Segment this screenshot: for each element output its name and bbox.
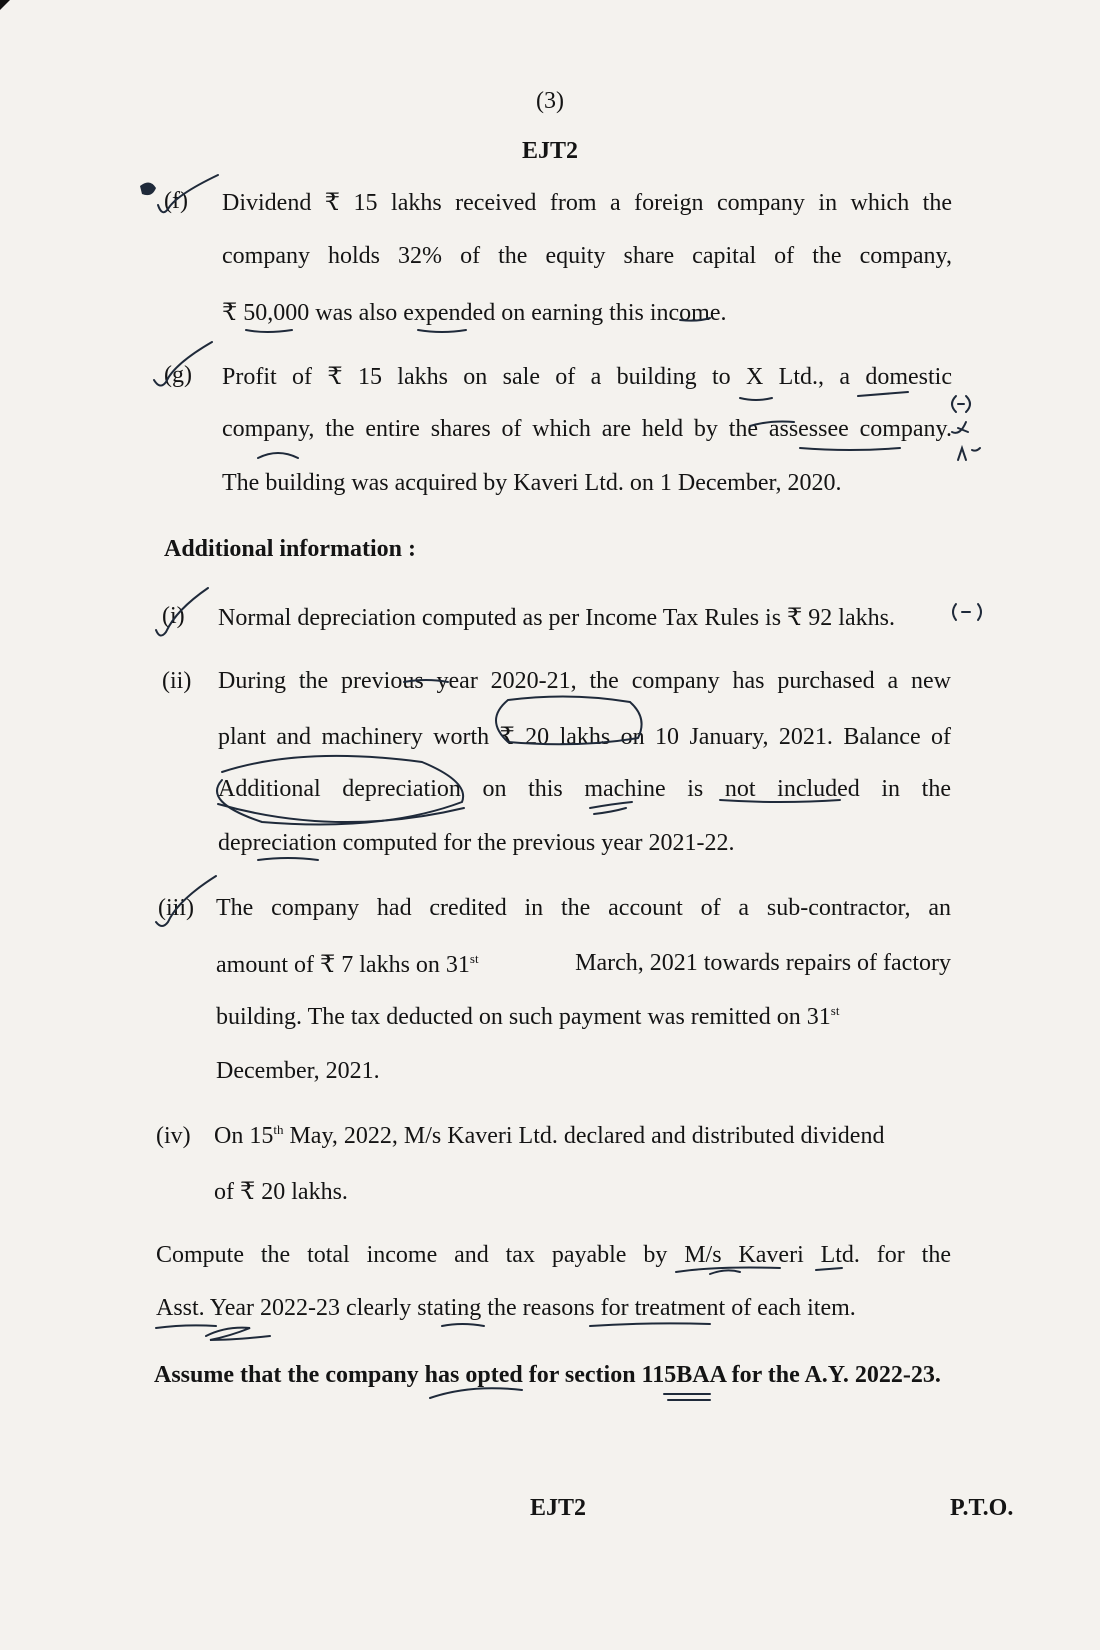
underline-mark [258, 858, 318, 860]
line-segment [216, 950, 479, 979]
point-line [216, 950, 951, 979]
pto-mark: P.T.O. [950, 1495, 1014, 1521]
line-segment [216, 1004, 839, 1031]
margin-note [952, 422, 968, 433]
paper-code-header: EJT2 [521, 138, 578, 164]
underline-mark [800, 448, 900, 450]
point-line: Additional depreciation on this machine is not included in the [218, 776, 951, 802]
point-line: The company had credited in the account of a sub-contractor, an [216, 895, 951, 921]
item-line: company, the entire shares of which are held by the assessee company. [222, 416, 952, 442]
point-label: (ii) [162, 668, 192, 694]
point-line [216, 1004, 951, 1031]
point-label: (iv) [156, 1123, 191, 1149]
underline-mark [858, 392, 908, 396]
point-line: December, 2021. [216, 1058, 380, 1084]
line-text: May, 2022, M/s Kaveri Ltd. declared and distributed dividend [283, 1123, 885, 1149]
underline-mark [218, 804, 464, 822]
point-label: (i) [162, 603, 185, 629]
point-line [214, 1123, 884, 1150]
item-line: The building was acquired by Kaveri Ltd. on 1 December, 2020. [222, 470, 842, 496]
item-line: ₹ 50,000 was also expended on earning this income. [222, 300, 727, 326]
margin-note [958, 448, 980, 460]
paper-code-footer: EJT2 [530, 1495, 587, 1521]
instruction-line: Asst. Year 2022-23 clearly stating the reasons for treatment of each item. [156, 1295, 856, 1321]
minus-note [952, 396, 970, 412]
line-text: amount of ₹ 7 lakhs on 31 [216, 952, 470, 978]
point-line: of ₹ 20 lakhs. [214, 1179, 348, 1205]
item-label: (g) [164, 362, 192, 388]
additional-info-heading: Additional information : [164, 536, 417, 562]
underline-mark [740, 398, 772, 400]
page-number: (3) [536, 88, 564, 114]
point-line: depreciation computed for the previous year 2021-22. [218, 830, 735, 856]
minus-note [953, 604, 981, 620]
item-line: company holds 32% of the equity share capital of the company, [222, 243, 952, 269]
line-text: On 15 [214, 1123, 274, 1149]
underline-mark [258, 453, 298, 458]
underline-mark [664, 1394, 710, 1400]
point-line: Normal depreciation computed as per Income Tax Rules is ₹ 92 lakhs. [218, 605, 895, 631]
scan-corner-mark [0, 0, 10, 10]
item-line: Dividend ₹ 15 lakhs received from a foreign company in which the [222, 190, 952, 216]
assumption-note: Assume that the company has opted for section 115BAA for the A.Y. 2022-23. [154, 1362, 941, 1388]
point-label: (iii) [158, 895, 194, 921]
ordinal-suffix: th [273, 1122, 284, 1137]
point-line: During the previous year 2020-21, the company has purchased a new [218, 668, 951, 694]
item-label: (f) [164, 188, 188, 214]
ordinal-suffix: st [469, 951, 479, 966]
underline-mark [590, 1323, 710, 1326]
underline-mark [156, 1325, 270, 1340]
underline-mark [246, 330, 292, 332]
ordinal-suffix: st [830, 1003, 840, 1018]
underline-mark [418, 330, 466, 332]
instruction-line: Compute the total income and tax payable by M/s Kaveri Ltd. for the [156, 1242, 951, 1268]
line-text: building. The tax deducted on such payment was remitted on 31 [216, 1004, 831, 1030]
item-line: Profit of ₹ 15 lakhs on sale of a building to X Ltd., a domestic [222, 364, 952, 390]
line-segment: March, 2021 towards repairs of factory [569, 950, 951, 976]
underline-mark [590, 802, 632, 814]
underline-mark [442, 1324, 484, 1326]
underline-mark [430, 1388, 522, 1398]
point-line: plant and machinery worth ₹ 20 lakhs on 10 January, 2021. Balance of [218, 724, 951, 750]
ink-blot [140, 182, 156, 195]
